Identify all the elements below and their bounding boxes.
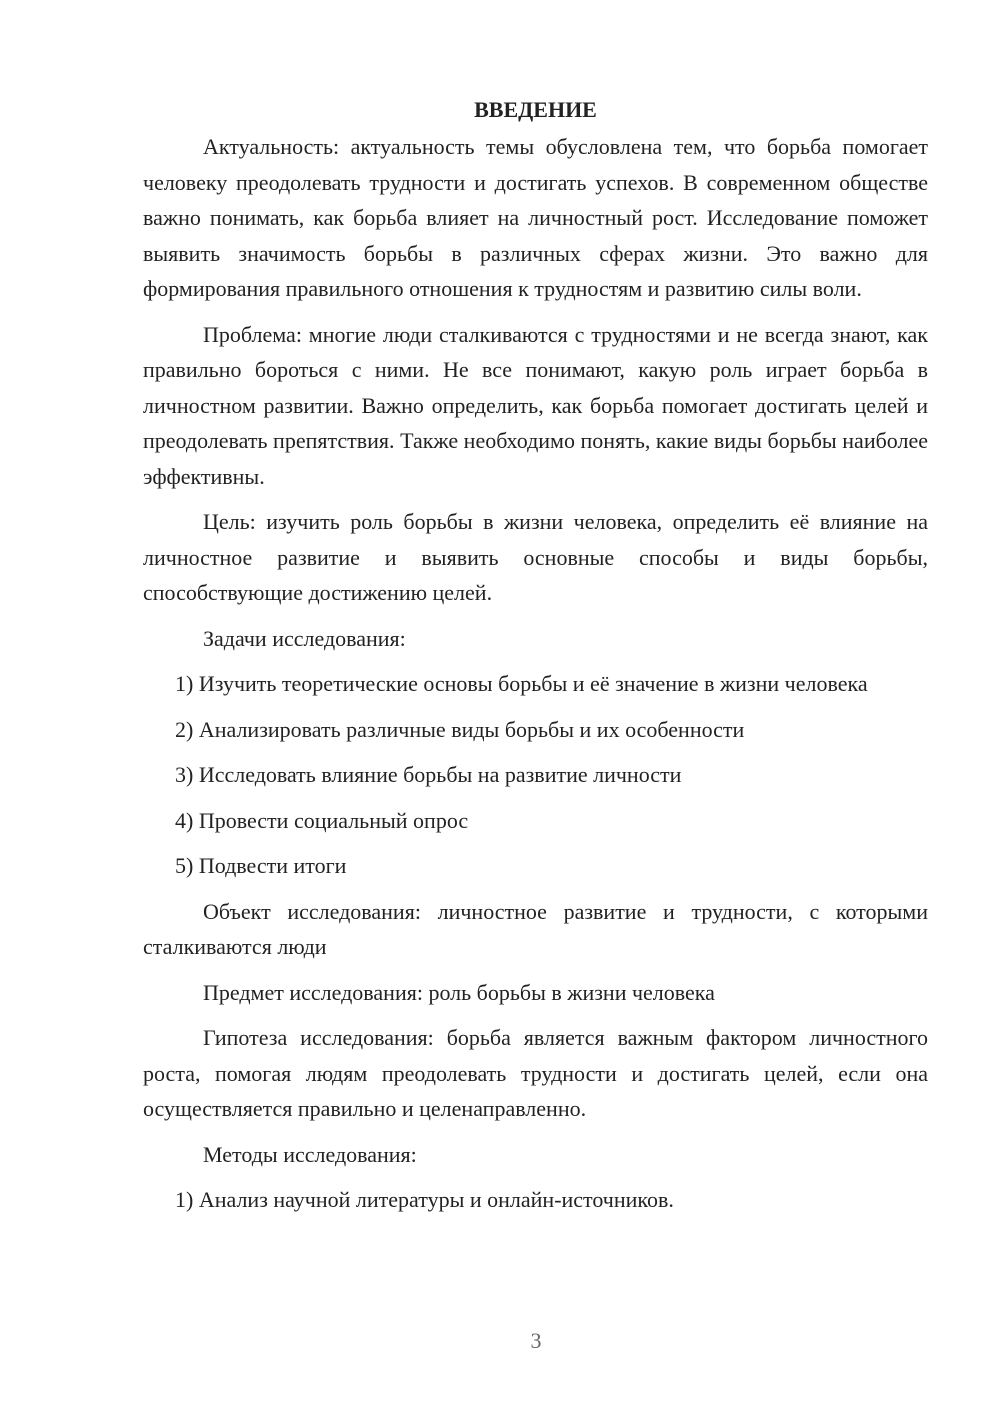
task-item: 1) Изучить теоретические основы борьбы и её значение в жизни человека [175,671,868,696]
page-number: 3 [530,1328,542,1353]
subject-paragraph: Предмет исследования: роль борьбы в жизни человека [203,979,715,1005]
section-heading: ВВЕДЕНИЕ [474,97,597,122]
method-item: 1) Анализ научной литературы и онлайн-источников. [175,1187,674,1212]
task-item: 4) Провести социальный опрос [175,807,469,833]
object-paragraph: Объект исследования: личностное развитие и трудности, с которыми сталкиваются люди [143,898,928,959]
hypothesis-paragraph: Гипотеза исследования: борьба является важным фактором личностного роста, помогая людям преодолевать трудности и достигать целей, если она осуществляется правильно и целенаправленно. [143,1025,928,1121]
task-item: 2) Анализировать различные виды борьбы и их особенности [175,716,745,742]
task-item: 5) Подвести итоги [175,853,347,878]
methods-heading: Методы исследования: [203,1141,417,1167]
relevance-paragraph: Актуальность: актуальность темы обусловлена тем, что борьба помогает человеку преодолевать трудности и достигать успехов. В современном обществе важно понимать, как борьба влияет на личностный рост. Исследование поможет выявить значимость борьбы в различных сферах жизни. Это важно для формирования правильного отношения к трудностям и развитию силы воли. [143,134,928,301]
task-item: 3) Исследовать влияние борьбы на развитие личности [175,762,682,787]
problem-paragraph: Проблема: многие люди сталкиваются с трудностями и не всегда знают, как правильно бороться с ними. Не все понимают, какую роль играет борьба в личностном развитии. Важно определить, как борьба помогает достигать целей и преодолевать препятствия. Также необходимо понять, какие виды борьбы наиболее эффективны. [143,321,928,489]
tasks-heading: Задачи исследования: [203,625,406,651]
page-content [143,95,928,1228]
goal-paragraph: Цель: изучить роль борьбы в жизни человека, определить её влияние на личностное развитие и выявить основные способы и виды борьбы, способствующие достижению целей. [143,509,928,605]
